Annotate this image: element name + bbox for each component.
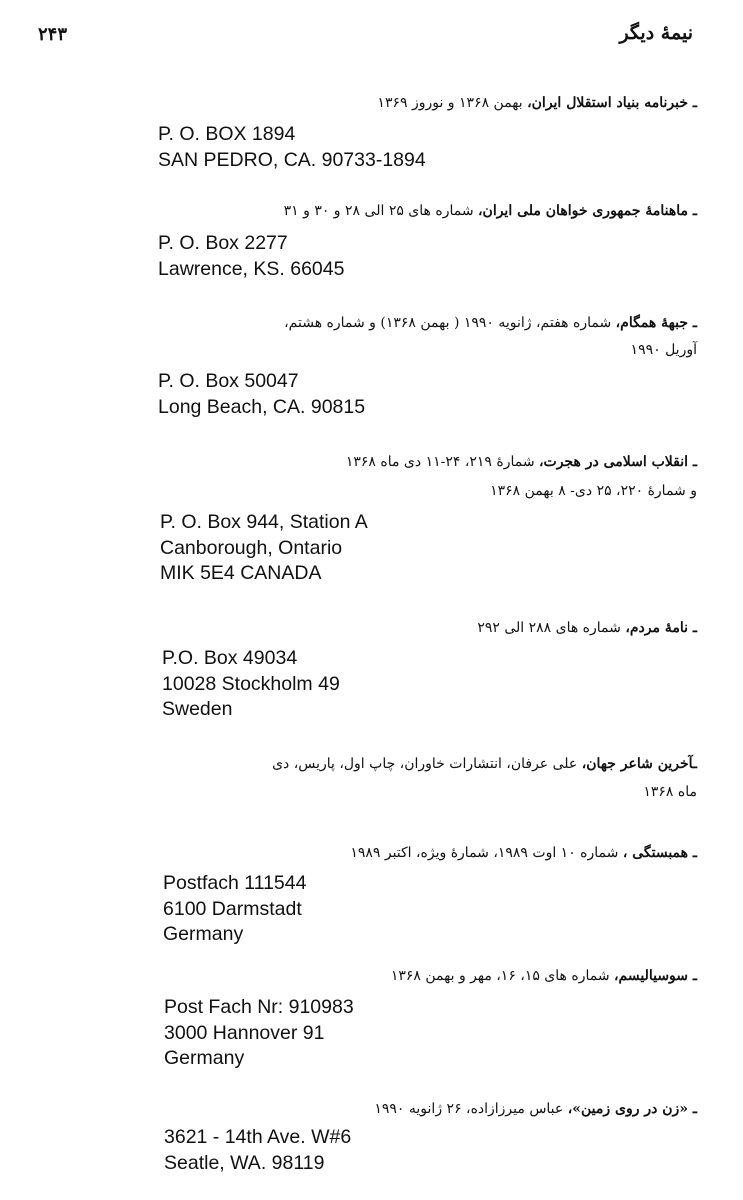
entry-1-description xyxy=(377,95,697,111)
entry-2-title: ـ ماهنامهٔ جمهوری خواهان ملی ایران، xyxy=(478,203,697,219)
entry-5-description xyxy=(477,620,697,636)
address-line: 10028 Stockholm 49 xyxy=(162,672,340,695)
entry-8-description xyxy=(391,968,697,984)
address-line: 3000 Hannover 91 xyxy=(164,1021,325,1044)
entry-5-address xyxy=(162,646,340,723)
address-line: P.O. Box 49034 xyxy=(162,647,298,669)
entry-6-title: ـآخرین شاعر جهان، xyxy=(581,756,697,772)
entry-4-description xyxy=(346,454,697,470)
entry-3-description-line2: آوریل ۱۹۹۰ xyxy=(630,342,697,358)
address-line: Sweden xyxy=(162,698,233,720)
address-line: Long Beach, CA. 90815 xyxy=(158,395,366,418)
entry-9-description xyxy=(374,1101,697,1117)
entry-9-address xyxy=(164,1125,351,1176)
address-line: MIK 5E4 CANADA xyxy=(160,562,322,584)
address-line: P. O. Box 944, Station A xyxy=(160,511,368,533)
entry-7-address xyxy=(163,871,306,948)
entry-1-details: بهمن ۱۳۶۸ و نوروز ۱۳۶۹ xyxy=(377,95,528,111)
entry-6-description xyxy=(272,756,697,772)
entry-4-description-line2: و شمارهٔ ۲۲۰، ۲۵ دی- ۸ بهمن ۱۳۶۸ xyxy=(490,483,697,499)
entry-3-details: شماره هفتم، ژانویه ۱۹۹۰ ( بهمن ۱۳۶۸) و شماره هشتم، xyxy=(284,315,616,331)
entry-9-title: ـ «زن در روی زمین»، xyxy=(567,1101,697,1117)
address-line: SAN PEDRO, CA. 90733-1894 xyxy=(158,148,426,171)
address-line: 6100 Darmstadt xyxy=(163,897,302,920)
page-number: ۲۴۳ xyxy=(38,24,68,45)
entry-1-title: ـ خبرنامه بنیاد استقلال ایران، xyxy=(527,95,697,111)
entry-6-details: علی عرفان، انتشارات خاوران، چاپ اول، پاریس، دی xyxy=(272,756,582,772)
entry-5-details: شماره های ۲۸۸ الی ۲۹۲ xyxy=(477,620,626,636)
entry-3-title: ـ جبههٔ همگام، xyxy=(615,315,697,331)
entry-2-details: شماره های ۲۵ الی ۲۸ و ۳۰ و ۳۱ xyxy=(283,203,479,219)
entry-7-details: شماره ۱۰ اوت ۱۹۸۹، شمارهٔ ویژه، اکتبر ۱۹۸۹ xyxy=(350,845,623,861)
entry-3-address xyxy=(158,369,365,420)
address-line: P. O. Box 2277 xyxy=(158,232,288,254)
address-line: Germany xyxy=(164,1047,245,1069)
entry-7-description xyxy=(350,845,697,861)
address-line: Postfach 111544 xyxy=(163,872,307,894)
address-line: Lawrence, KS. 66045 xyxy=(158,257,345,280)
entry-4-title: ـ انقلاب اسلامی در هجرت، xyxy=(539,454,697,470)
address-line: P. O. Box 50047 xyxy=(158,370,299,392)
address-line: 3621 - 14th Ave. W#6 xyxy=(164,1126,352,1148)
entry-8-title: ـ سوسیالیسم، xyxy=(614,968,697,984)
address-line: Post Fach Nr: 910983 xyxy=(164,996,354,1018)
entry-2-address xyxy=(158,231,344,282)
entry-7-title: ـ همبستگی ، xyxy=(622,845,697,861)
entry-5-title: ـ نامهٔ مردم، xyxy=(625,620,697,636)
entry-4-details: شمارهٔ ۲۱۹، ۲۴-۱۱ دی ماه ۱۳۶۸ xyxy=(345,454,540,470)
running-header-title: نیمهٔ دیگر xyxy=(619,22,693,44)
entry-8-address xyxy=(164,995,354,1072)
entry-2-description xyxy=(284,203,697,219)
entry-9-details: عباس میرزازاده، ۲۶ ژانویه ۱۹۹۰ xyxy=(374,1101,568,1117)
entry-1-address xyxy=(158,122,426,173)
address-line: Canborough, Ontario xyxy=(160,536,343,559)
entry-3-description xyxy=(284,315,697,331)
entry-4-address xyxy=(160,510,368,587)
address-line: Germany xyxy=(163,923,244,945)
address-line: Seatle, WA. 98119 xyxy=(164,1151,325,1174)
entry-6-description-line2: ماه ۱۳۶۸ xyxy=(643,784,697,800)
entry-8-details: شماره های ۱۵، ۱۶، مهر و بهمن ۱۳۶۸ xyxy=(390,968,615,984)
address-line: P. O. BOX 1894 xyxy=(158,123,296,145)
